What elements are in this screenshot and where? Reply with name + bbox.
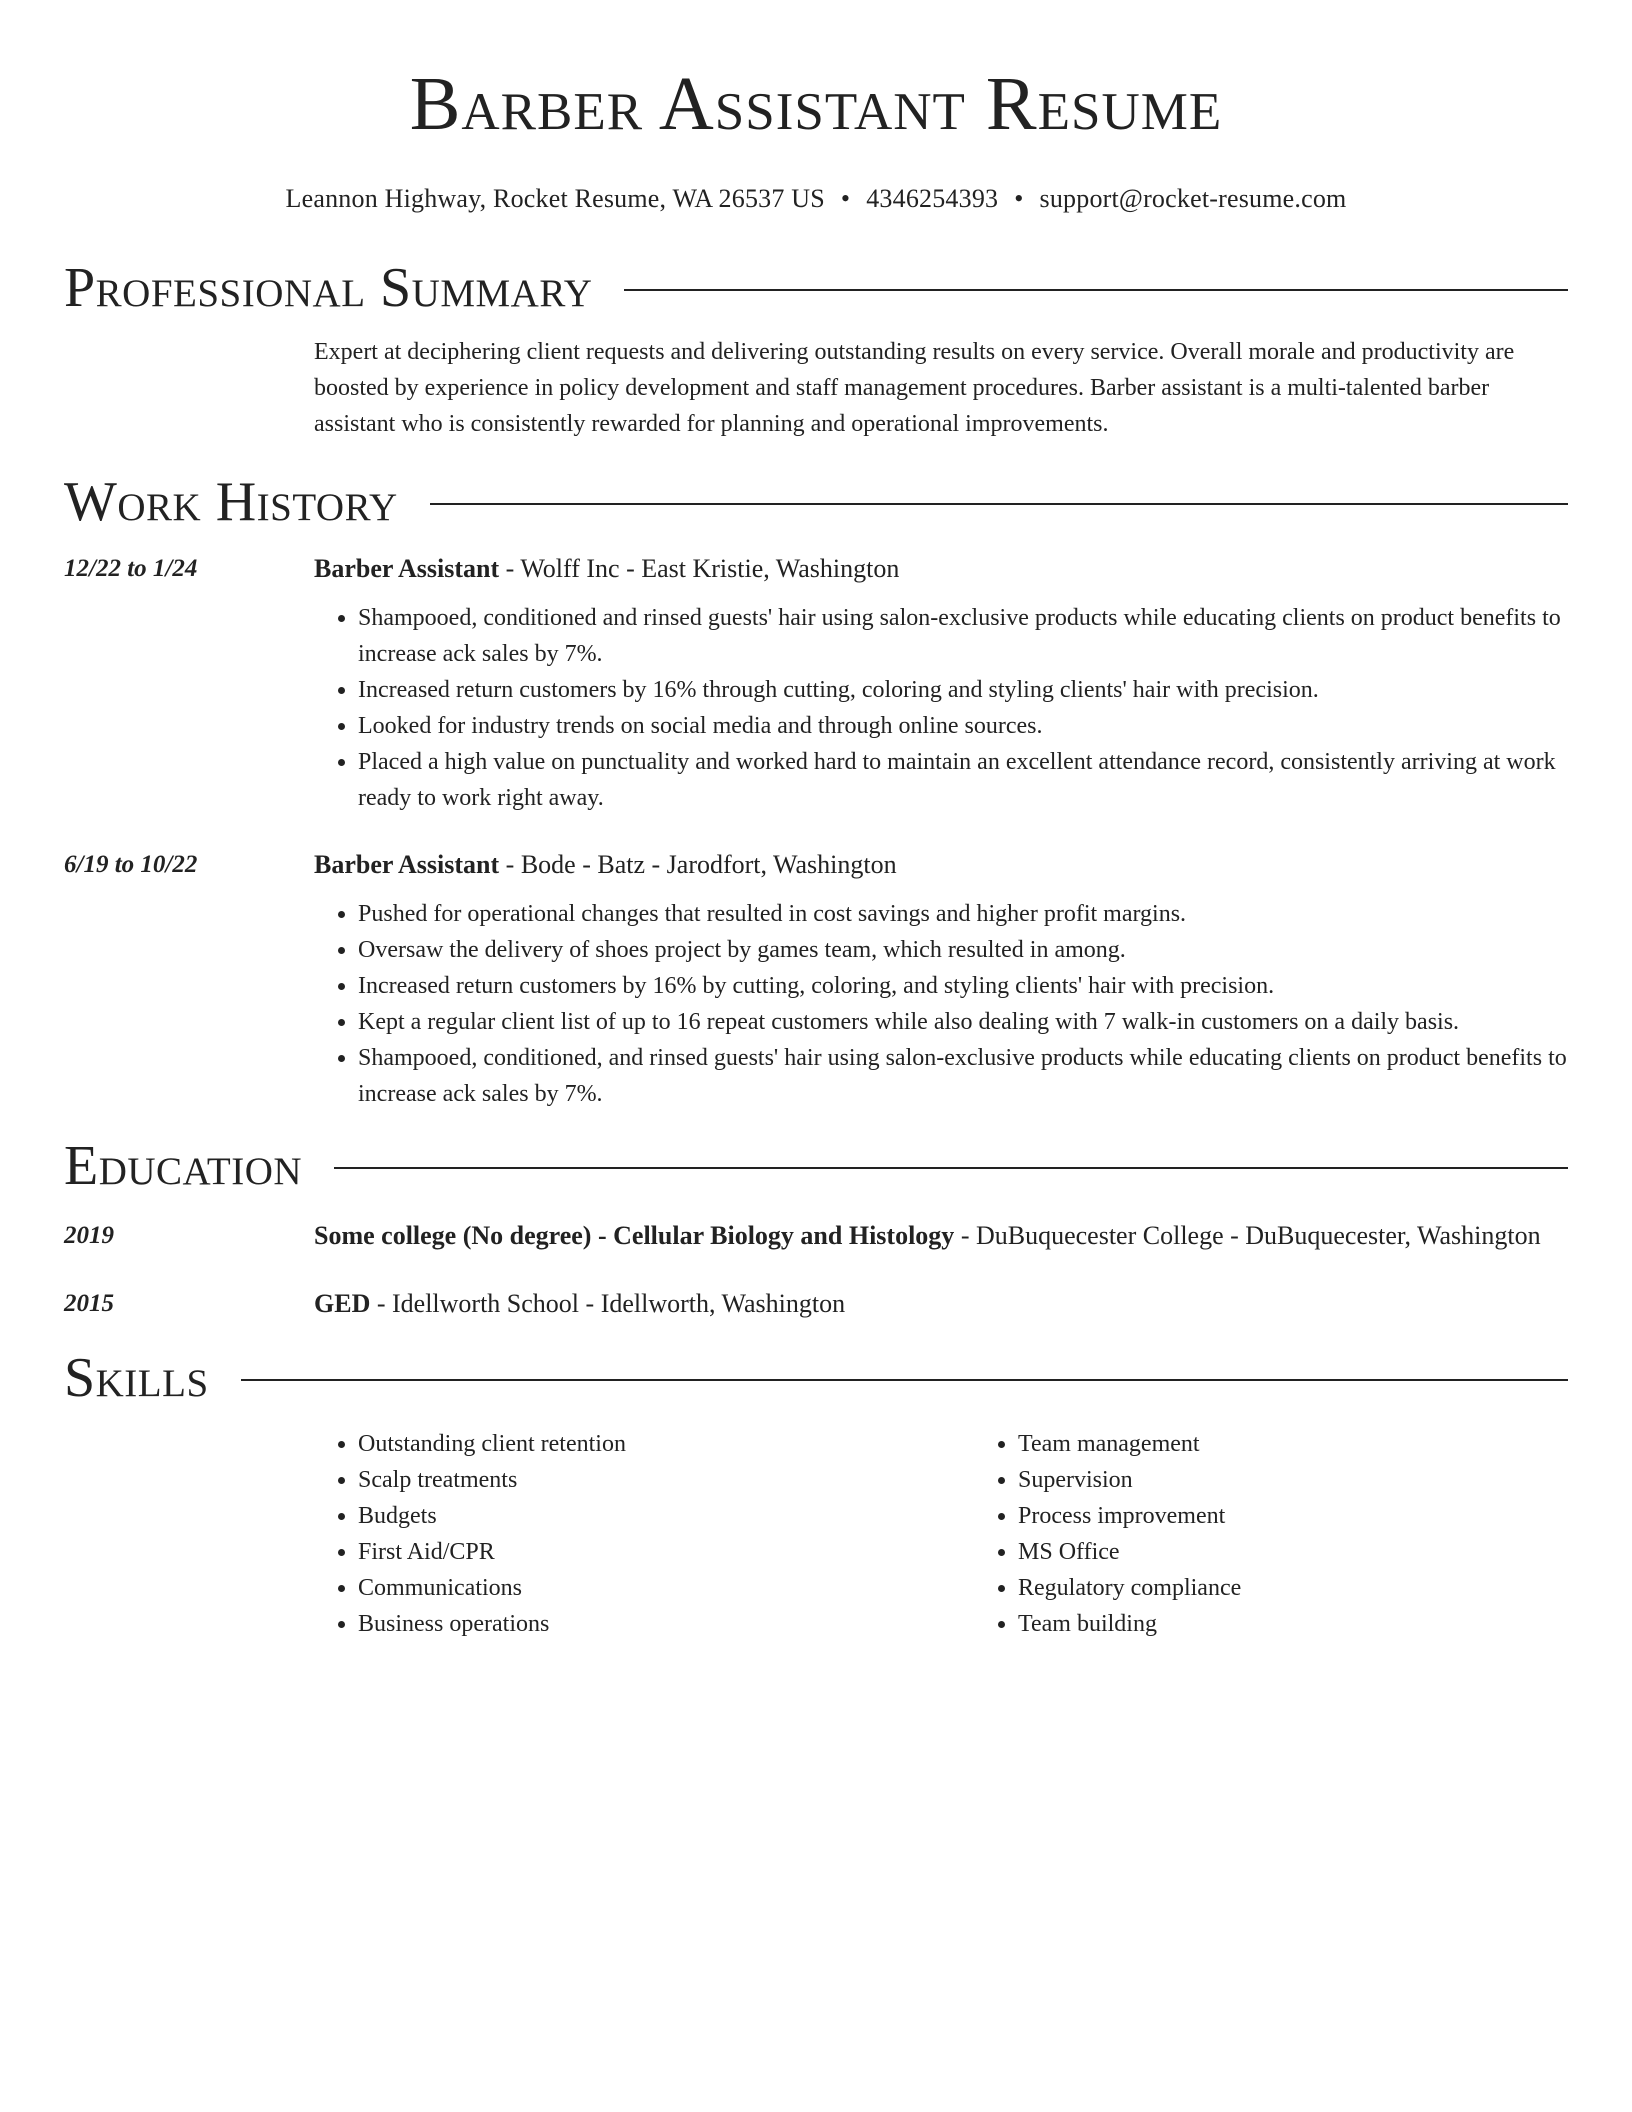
education-degree: Some college (No degree) - Cellular Biology and Histology: [314, 1221, 955, 1250]
skills-row: [64, 1426, 1568, 1642]
skill-item: • Communications: [358, 1570, 974, 1606]
skill-item: • Team building: [1018, 1606, 1578, 1642]
skills-grid: [314, 1426, 1578, 1642]
summary-row: [64, 334, 1568, 442]
resume-page: [64, 56, 1568, 1642]
summary-text: Expert at deciphering client requests and delivering outstanding results on every service. Overall morale and productivity are boosted by experience in policy development and staff management procedures. Barber assistant is a multi-talented barber assistant who is consistently rewarded for planning and operational improvements.: [314, 339, 1515, 437]
job-title-line: [314, 552, 1568, 586]
education-body: [314, 1216, 1568, 1256]
job-bullet: • Increased return customers by 16% by cutting, coloring, and styling clients' hair with precision.: [358, 968, 1568, 1004]
resume-title: Barber Assistant Resume: [409, 62, 1223, 146]
skill-item: • Scalp treatments: [358, 1462, 974, 1498]
job-bullet: • Shampooed, conditioned, and rinsed guests' hair using salon-exclusive products while educating clients on product benefits to increase ack sales by 7%.: [358, 1040, 1568, 1112]
job-body: [314, 848, 1568, 1112]
job-bullet: • Placed a high value on punctuality and worked hard to maintain an excellent attendance record, consistently arriving at work ready to work right away.: [358, 744, 1568, 816]
job-entry: [64, 848, 1568, 1112]
contact-line: [64, 182, 1568, 216]
skills-spacer: [64, 1426, 314, 1642]
job-bullet: • Looked for industry trends on social media and through online sources.: [358, 708, 1568, 744]
skill-item: • Budgets: [358, 1498, 974, 1534]
skill-item: • Outstanding client retention: [358, 1426, 974, 1462]
job-bullet: • Kept a regular client list of up to 16 repeat customers while also dealing with 7 walk-in customers on a daily basis.: [358, 1004, 1568, 1040]
skill-item: • MS Office: [1018, 1534, 1578, 1570]
section-divider: [430, 503, 1568, 505]
job-title-line: [314, 848, 1568, 882]
education-entry: [64, 1216, 1568, 1256]
summary-spacer: [64, 334, 314, 442]
contact-separator: •: [1014, 184, 1024, 213]
summary-section-header: [64, 256, 1568, 320]
skill-item: • Supervision: [1018, 1462, 1578, 1498]
job-details: - Wolff Inc - East Kristie, Washington: [499, 554, 900, 583]
skills-heading: Skills: [64, 1347, 209, 1409]
skills-list-left: [314, 1426, 974, 1642]
education-year: 2019: [64, 1222, 114, 1249]
job-bullets: [314, 896, 1568, 1112]
job-bullet: • Pushed for operational changes that resulted in cost savings and higher profit margins.: [358, 896, 1568, 932]
job-entry: [64, 552, 1568, 816]
work-heading: Work History: [64, 471, 398, 533]
skill-item: • Business operations: [358, 1606, 974, 1642]
job-title: Barber Assistant: [314, 850, 500, 879]
job-dates: 6/19 to 10/22: [64, 851, 198, 878]
skill-item: • Team management: [1018, 1426, 1578, 1462]
education-section-header: [64, 1134, 1568, 1198]
contact-email: support@rocket-resume.com: [1039, 184, 1347, 213]
job-bullet: • Shampooed, conditioned and rinsed guests' hair using salon-exclusive products while educating clients on product benefits to increase ack sales by 7%.: [358, 600, 1568, 672]
job-dates: 12/22 to 1/24: [64, 555, 198, 582]
education-body: [314, 1284, 1568, 1324]
job-details: - Bode - Batz - Jarodfort, Washington: [499, 850, 897, 879]
education-entry: [64, 1284, 1568, 1324]
education-year: 2015: [64, 1290, 114, 1317]
work-section-header: [64, 470, 1568, 534]
skill-item: • First Aid/CPR: [358, 1534, 974, 1570]
skills-list-right: [974, 1426, 1578, 1642]
contact-phone: 4346254393: [866, 184, 999, 213]
section-divider: [241, 1379, 1568, 1381]
contact-address: Leannon Highway, Rocket Resume, WA 26537 US: [285, 184, 825, 213]
job-bullet: • Increased return customers by 16% through cutting, coloring and styling clients' hair with precision.: [358, 672, 1568, 708]
job-bullets: [314, 600, 1568, 816]
job-title: Barber Assistant: [314, 554, 500, 583]
job-bullet: • Oversaw the delivery of shoes project by games team, which resulted in among.: [358, 932, 1568, 968]
section-divider: [334, 1167, 1568, 1169]
skill-item: • Regulatory compliance: [1018, 1570, 1578, 1606]
education-details: - Idellworth School - Idellworth, Washington: [370, 1289, 846, 1318]
skill-item: • Process improvement: [1018, 1498, 1578, 1534]
section-divider: [624, 289, 1568, 291]
contact-separator: •: [840, 184, 851, 213]
education-heading: Education: [64, 1135, 303, 1197]
skills-section-header: [64, 1346, 1568, 1410]
education-details: - DuBuquecester College - DuBuquecester, Washington: [954, 1221, 1541, 1250]
education-degree: GED: [314, 1289, 371, 1318]
summary-heading: Professional Summary: [64, 257, 593, 319]
job-body: [314, 552, 1568, 816]
